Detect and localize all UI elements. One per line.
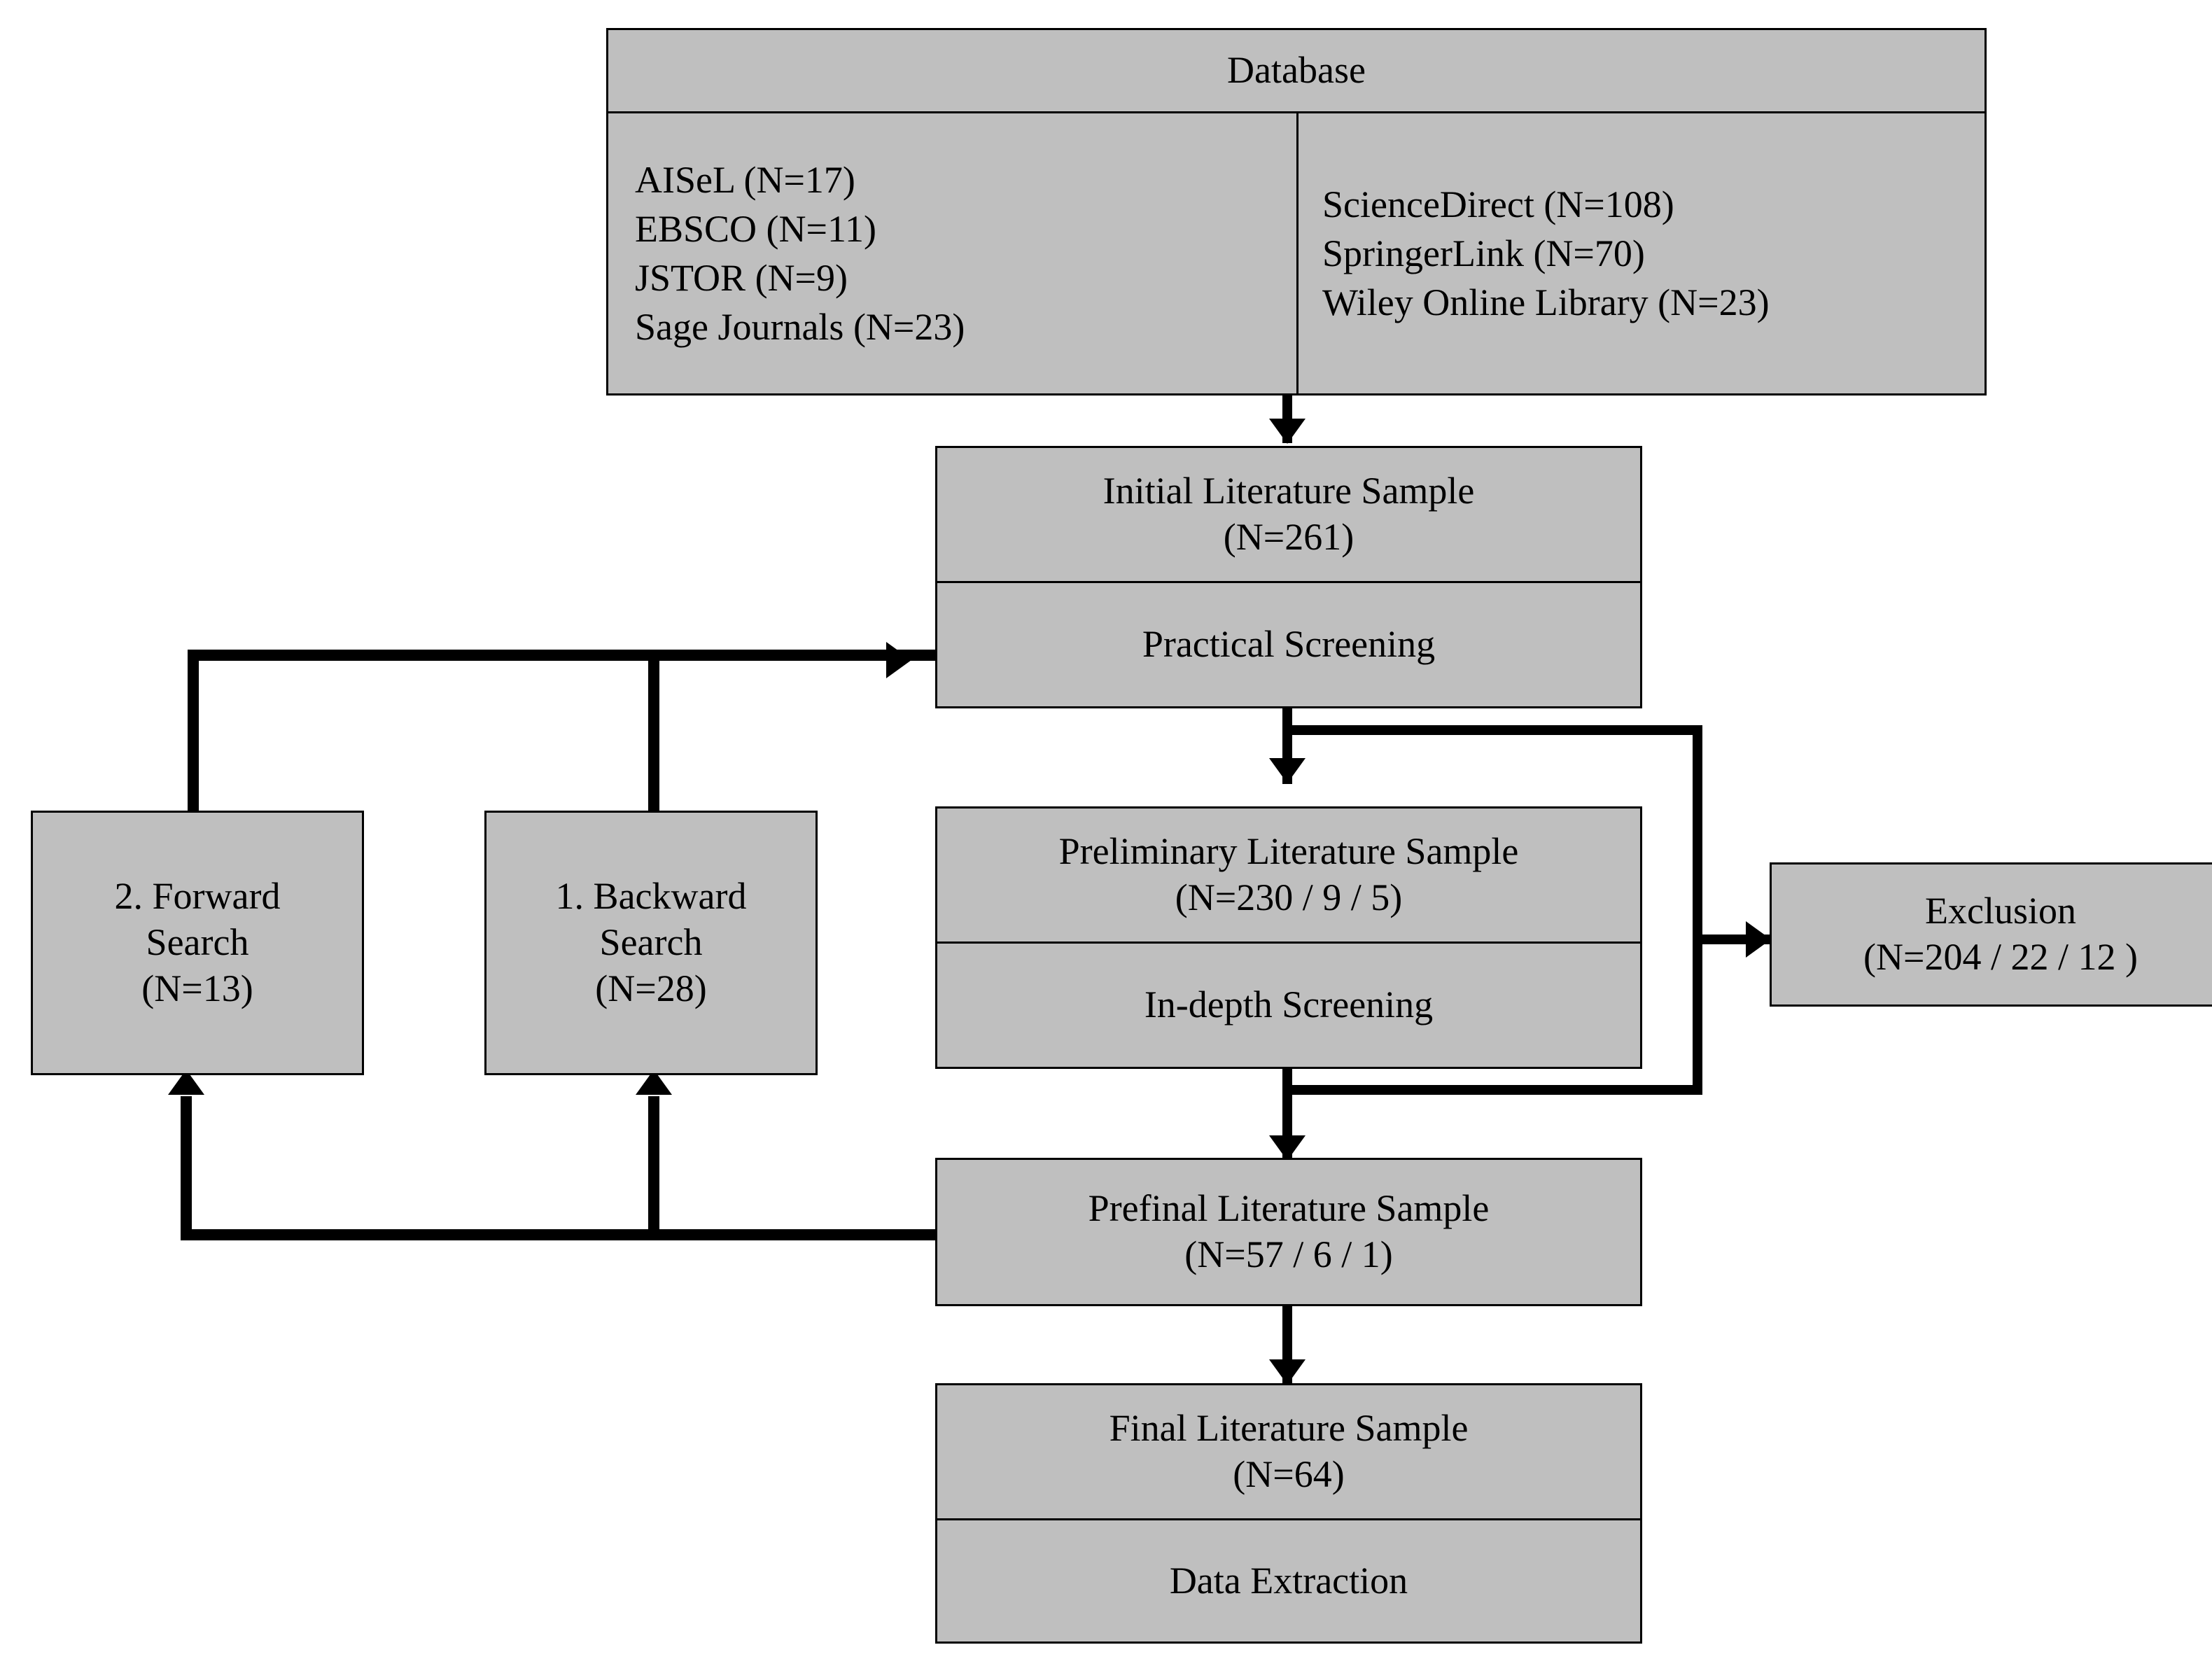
prefinal-sample-title: Prefinal Literature Sample xyxy=(1088,1187,1490,1230)
final-sample-count: (N=64) xyxy=(1233,1453,1345,1495)
database-source: AISeL (N=17) xyxy=(635,158,855,201)
node-exclusion xyxy=(1770,862,2212,1007)
node-preliminary-literature-sample xyxy=(935,806,1642,1069)
database-header: Database xyxy=(1227,49,1366,92)
arrowhead-to-exclusion xyxy=(1746,921,1771,958)
database-source: Sage Journals (N=23) xyxy=(635,306,965,349)
arrowhead-database-to-initial xyxy=(1269,419,1306,444)
node-final-literature-sample xyxy=(935,1383,1642,1644)
backward-search-line2: Search xyxy=(599,921,703,964)
edge-rail-to-backward xyxy=(648,1096,659,1233)
initial-sample-title xyxy=(937,448,1640,581)
database-source: SpringerLink (N=70) xyxy=(1322,232,1645,274)
initial-sample-count: (N=261) xyxy=(1223,516,1354,558)
arrowhead-to-initial-sample xyxy=(886,642,911,678)
edge-forward-up xyxy=(188,650,199,818)
edge-rail-to-forward xyxy=(181,1096,192,1233)
arrowhead-initial-to-preliminary xyxy=(1269,758,1306,783)
edge-exclusion-rail-bottom xyxy=(1282,1085,1702,1095)
edge-prefinal-left-rail xyxy=(181,1229,942,1240)
exclusion-count: (N=204 / 22 / 12 ) xyxy=(1863,936,2138,978)
edge-exclusion-rail-top xyxy=(1282,725,1702,735)
forward-search-content xyxy=(33,813,362,1073)
node-forward-search xyxy=(31,811,364,1075)
forward-search-count: (N=13) xyxy=(141,967,253,1009)
edge-exclusion-rail-vertical xyxy=(1693,725,1702,1095)
node-backward-search xyxy=(484,811,818,1075)
exclusion-title: Exclusion xyxy=(1925,890,2076,932)
backward-search-line1: 1. Backward xyxy=(555,875,747,918)
prefinal-sample-count: (N=57 / 6 / 1) xyxy=(1184,1233,1393,1275)
node-initial-literature-sample xyxy=(935,446,1642,708)
final-sample-action: Data Extraction xyxy=(937,1518,1640,1642)
edge-backward-up xyxy=(648,650,659,818)
preliminary-sample-title-line1: Preliminary Literature Sample xyxy=(1058,830,1519,873)
node-database xyxy=(606,28,1987,396)
forward-search-line1: 2. Forward xyxy=(114,875,281,918)
preliminary-sample-action: In-depth Screening xyxy=(937,941,1640,1067)
database-left-column xyxy=(608,113,1296,393)
prefinal-sample-content xyxy=(937,1160,1640,1304)
edge-forward-to-initial xyxy=(188,650,935,661)
database-source: JSTOR (N=9) xyxy=(635,257,848,299)
final-sample-title-line1: Final Literature Sample xyxy=(1109,1407,1469,1450)
backward-search-content xyxy=(486,813,816,1073)
exclusion-content xyxy=(1772,864,2212,1004)
database-source: EBSCO (N=11) xyxy=(635,207,876,250)
final-sample-title xyxy=(937,1385,1640,1518)
backward-search-count: (N=28) xyxy=(595,967,707,1009)
arrowhead-prefinal-to-final xyxy=(1269,1359,1306,1385)
database-source: ScienceDirect (N=108) xyxy=(1322,183,1674,225)
database-columns xyxy=(608,111,1984,393)
database-right-column xyxy=(1296,113,1984,393)
preliminary-sample-count: (N=230 / 9 / 5) xyxy=(1175,876,1403,918)
arrowhead-preliminary-to-prefinal xyxy=(1269,1135,1306,1161)
initial-sample-action: Practical Screening xyxy=(937,581,1640,706)
forward-search-line2: Search xyxy=(146,921,249,964)
initial-sample-title-line1: Initial Literature Sample xyxy=(1102,470,1475,512)
database-source: Wiley Online Library (N=23) xyxy=(1322,281,1770,324)
preliminary-sample-title xyxy=(937,808,1640,941)
node-prefinal-literature-sample xyxy=(935,1158,1642,1306)
